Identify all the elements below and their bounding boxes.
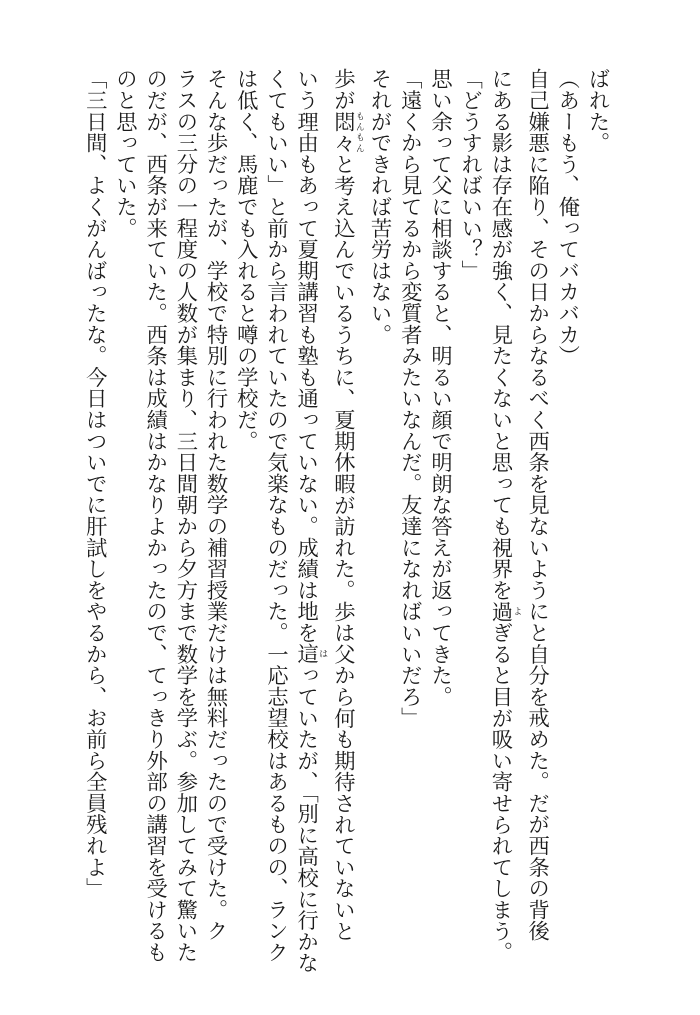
text-column-5: 「どうすればいい？」 [457, 68, 483, 281]
text-column-11: くてもいい」と前から言われていたので気楽なものだった。一応志望校はあるものの、ランク [263, 68, 289, 963]
furigana-monmon: 悶々もんもん [330, 110, 364, 154]
furigana-yogiru-reading: よ [511, 600, 522, 622]
text-column-13: そんな歩だったが、学校で特別に行われた数学の補習授業だけは無料だったので受けた。ク [203, 68, 229, 942]
text-column-4: にある影は存在感が強く、見たくないと思っても視界を過よぎると目が吸い寄せられてしまう。 [487, 68, 522, 963]
text-column-1: ばれた。 [585, 68, 610, 154]
text-column-6: 思い余って父に相談すると、明るい顔で明朗な答えが返ってきた。 [427, 68, 453, 707]
text-column-10: いう理由もあって夏期講習も塾も通っていない。成績は地を這はっていたが、「別に高校に行かな [293, 68, 328, 974]
furigana-hau: 這は [293, 643, 328, 665]
furigana-monmon-reading: もんもん [353, 110, 364, 154]
text-column-17: 「三日間、よくがんばったな。今日はついでに肝試しをやるから、お前ら全員残れよ」 [82, 68, 108, 899]
text-column-9: 歩が悶々もんもんと考え込んでいるうちに、夏期休暇が訪れた。歩は父から何も期待されていないと [330, 68, 364, 942]
text-column-12: は低く、馬鹿でも入れると噂の学校だ。 [233, 68, 259, 452]
text-column-3: 自己嫌悪に陥り、その日からなるべく西条を見ないようにと自分を戒めた。だが西条の背後 [524, 68, 550, 942]
text-column-16: のと思っていた。 [112, 68, 138, 239]
vertical-text-body [79, 68, 612, 988]
text-column-15: のだが、西条が来ていた。西条は成績はかなりよかったので、てっきり外部の講習を受けるも [142, 68, 168, 963]
text-column-8: それができれば苦労はない。 [367, 68, 393, 345]
furigana-yogiru: 過よ [487, 600, 522, 622]
text-column-2: （あーもう、俺ってバカバカ） [554, 68, 580, 367]
text-column-14: ラスの三分の一程度の人数が集まり、三日間朝から夕方まで数学を学ぶ。参加してみて驚いた [172, 68, 198, 963]
text-column-7: 「遠くから見てるから変質者みたいなんだ。友達になればいいだろ」 [397, 68, 423, 729]
furigana-hau-reading: は [317, 643, 328, 665]
